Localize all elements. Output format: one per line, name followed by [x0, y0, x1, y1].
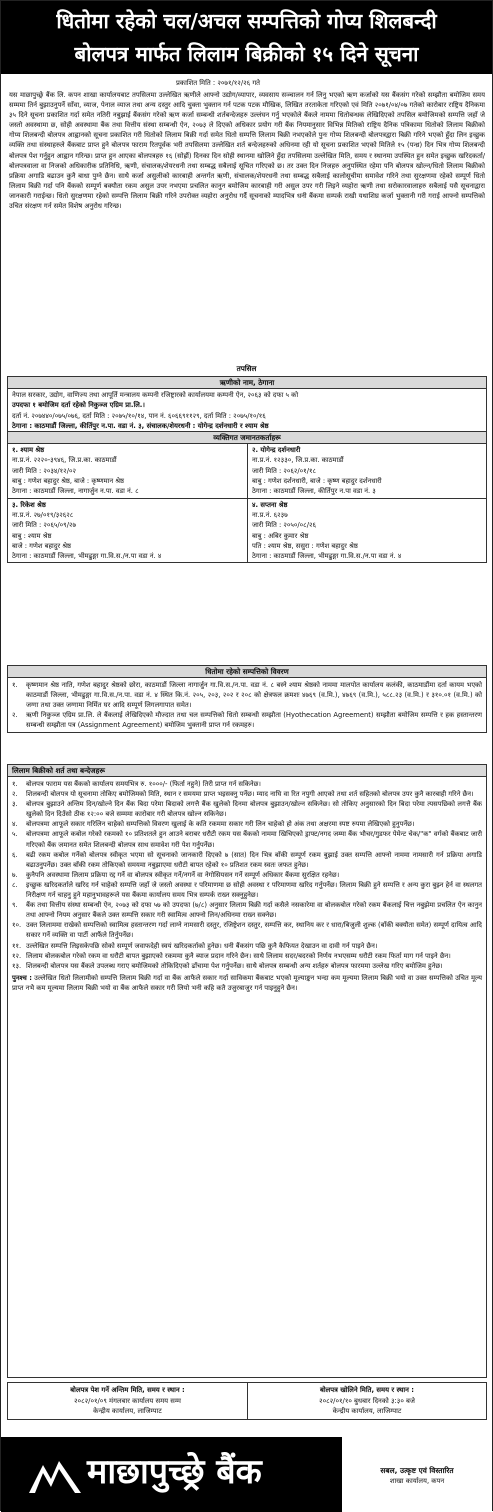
guarantor-detail: बाबु : श्याम श्रेष्ठ — [12, 531, 52, 540]
guarantor-card — [8, 499, 247, 563]
postscript-text: उल्लेखित धितो लिलामीको सम्पत्ति लिलाम बिक्री गर्दा वा बैंक आफैले सकार गर्दा साविकमा बैंकबाट भएको मूल्याङ्कन भन्दा कम मूल्यमा लिलाम बिक्री भयो वा उक्त सम्पत्तिको उचित मूल्य प्राप्त नभै कम मूल्यमा लिलाम बिक्री भयो वा बैंक आफैले सकार गरी लियो भनी कहि कतै उजुरबाजुर गर्न पाइनुहुने छैन। — [12, 973, 482, 992]
bank-name: माछापुच्छ्रे बैंक — [87, 1452, 262, 1492]
item-number: ४. — [12, 820, 18, 829]
item-text: बोलपत्र बुझाउने अन्तिम दिन/खोल्ने दिन बैंक बिदा परेमा बिदाको लगत्तै बैंक खुलेको दिनमा बोलपत्र बुझाउन/खोल्न सकिनेछ। सो तोकिए अनुसारको दिन बिदा परेमा त्यसपछिको लगत्तै बैंक खुलेको दिन दिउँसो ठीक १२:०० बजे सम्ममा कारोबार गरी बोलपत्र खोल्न सकिनेछ। — [26, 800, 482, 819]
bank-slogan: सबल, उत्कृष्ट एवं विस्तारित — [380, 1466, 454, 1475]
borrower-section — [7, 376, 487, 563]
property-section — [7, 665, 487, 733]
item-text: कुनैपनि अवस्थामा लिलाम प्रक्रिया रद्द गर्ने वा बोलपत्र स्वीकृत गर्ने/नगर्ने वा नेगोसियसन गर्ने सम्पूर्ण अधिकार बैंकमा सुरक्षित रहनेछ। — [26, 870, 340, 879]
item-number: १. — [12, 780, 18, 788]
submission-info — [8, 1383, 247, 1419]
list-item — [12, 829, 482, 849]
borrower-line: ठेगाना : काठमाडौं जिल्ला, कीर्तिपुर न.पा. वडा नं. ३, संचालक/शेयरधनी : योगेन्द्र दर्शनधारी र श्याम श्रेष्ठ — [12, 421, 269, 430]
conditions-list — [8, 777, 486, 971]
item-text: उक्त लिलाममा राखेको सम्पत्तिको स्वामित्व हस्तान्तरण गर्दा लाग्ने नामसारी दस्तुर, रजिष्ट्रेशन दस्तुर, सम्पत्ति कर, स्थानिय कर र धारा/बिजुली शुल्क (बाँकी बक्यौता समेत) सम्पूर्ण दायित्व आदि सकार गर्ने व्यक्ति वा पार्टी आफैंले तिर्नुपर्नेछ। — [26, 921, 482, 940]
guarantor-name: १. श्याम श्रेष्ठ — [12, 446, 45, 455]
item-number: २. — [12, 790, 18, 799]
item-text: बोलपत्रमा आफूले सकार गरिलिन चाहेको सम्पत्तिको विवरण खुलाई के कति रकममा सकार गरी लिन चाहेको हो अंक तथा अक्षरमा स्पष्ट रुपमा लेखिएको हुनुपर्नेछ। — [26, 820, 415, 829]
list-item — [12, 941, 482, 951]
opening-info — [247, 1383, 486, 1419]
list-item — [12, 880, 482, 900]
item-number: २. — [12, 711, 18, 720]
guarantor-name: ३. रिकेश श्रेष्ठ — [12, 500, 46, 509]
guarantor-detail: बाबु : अबिर कुमार श्रेष्ठ — [252, 531, 309, 540]
guarantor-detail: बाबु : गणेश बहादुर श्रेष्ठ, बाजे : कृष्णमान श्रेष्ठ — [12, 477, 125, 486]
item-number: ५. — [12, 830, 18, 839]
item-text: शिलबन्दी बोलपत्र यस बैंकले उपलब्ध गराए बमोजिमको तोकिदिएको ढाँचामा पेश गर्नुपर्नेछ। साथै बोलपत्र सम्बन्धी अन्य शर्तहरु बोलपत्र फारममा उल्लेख गरिए बमोजिम हुनेछ। — [26, 961, 443, 970]
guarantor-detail: ठेगाना : काठमाडौं जिल्ला, भीमढुङ्गा गा.वि.स./न.पा वडा नं. ४ — [12, 552, 162, 561]
guarantor-card — [247, 499, 486, 563]
borrower-line: उपदफा १ बमोजिम दर्ता रहेको निकुञ्ज एग्रिम प्रा.लि.। — [12, 401, 145, 410]
tapsil-label: तपसिल — [236, 364, 257, 373]
item-text: इच्छुक खरिदकर्ताले खरिद गर्न चाहेको सम्पत्ति जहाँ जे जस्तो अवस्था र परिमाणमा छ सोही अवस्था र परिमाणमा खरिद गर्नुपर्नेछ। लिलाम बिक्री हुने सम्पत्ति र अन्य कुरा बुझ्न हेर्न वा स्थलगत निरीक्षण गर्न चाहनु हुने महानुभावहरूले यस बैंकमा कार्यालय समय भित्र सम्पर्क राख्न सक्नुहुनेछ। — [26, 880, 482, 900]
item-text: बोलपत्र फाराम यस बैंकको कार्यालय समयभित्र रु. १०००/- (फिर्ता नहुने) तिरी प्राप्त गर्न सकिनेछ। — [26, 780, 261, 788]
list-item — [12, 710, 482, 730]
guarantor-card — [247, 444, 486, 497]
item-number: ८. — [12, 880, 18, 889]
list-item — [12, 951, 482, 961]
borrower-heading: ऋणीको नाम, ठेगाना — [8, 377, 486, 389]
item-text: शिलबन्दी बोलपत्र यो सूचनामा तोकिए बमोजिमको मिति, स्थान र समयमा प्राप्त भइसक्नु पर्नेछ। म्याद नाघि वा रित नपुगी आएको तथा शर्त सहितको बोलपत्र उपर कुनै कारबाही गरिने छैन। — [26, 790, 474, 799]
list-item — [12, 789, 482, 799]
guarantor-name: ४. सप्तना श्रेष्ठ — [252, 500, 288, 509]
opening-place: केन्द्रीय कार्यालय, लाजिम्पाट — [332, 1407, 402, 1415]
publish-date: प्रकाशित मिति : २०७१/१२/२६ गते — [176, 79, 261, 87]
submission-heading: बोलपत्र पेश गर्ने अन्तिम मिति, समय र स्थान : — [70, 1386, 185, 1394]
guarantor-detail: जारी मिति : २०६२/०१/१८ — [252, 466, 316, 475]
item-number: १३. — [12, 961, 22, 970]
list-item — [12, 961, 482, 971]
guarantor-detail: ना.प्र.नं. ६२३७ — [252, 510, 288, 519]
list-item — [12, 799, 482, 819]
borrower-line: नेपाल सरकार, उद्योग, वाणिज्य तथा आपूर्ति मन्त्रालय कम्पनी रजिष्ट्रारको कार्यालयमा कम्पनी ऐन, २०६३ को दफा ५ को — [12, 391, 299, 399]
header-line-1: धितोमा रहेको चल/अचल सम्पत्तिको गोप्य शिलबन्दी — [56, 9, 437, 33]
list-item — [12, 870, 482, 880]
guarantor-row — [8, 444, 486, 497]
conditions-section — [7, 764, 487, 1378]
guarantor-detail: जारी मिति : २०३४/१२/०२ — [12, 466, 76, 475]
mountain-logo-icon — [29, 1455, 81, 1495]
schedule-section — [7, 1382, 487, 1420]
item-text: बढी रकम कबोल गर्नेको बोलपत्र स्वीकृत भएमा सो सूचनाको जानकारी दिएको ७ (सात) दिन भित्र बाँकी सम्पूर्ण रकम बुझाई उक्त सम्पत्ति आफ्नो नाममा नामसारी गर्न प्रक्रिया अगाडि बढाउनुपर्नेछ। उक्त बाँकी रकम तोकिएको समयमा नबुझाएमा धरौटी बापत रहेको १० प्रतिशत रकम स्वतः जफत हुनेछ। — [26, 850, 482, 869]
guarantor-card — [8, 444, 247, 497]
item-number: ११. — [12, 941, 22, 950]
item-number: ७. — [12, 870, 18, 879]
brand-footer — [1, 1437, 492, 1512]
borrower-line: दर्ता नं. २०७४४०/०७५/०७६, दर्ता मिति : २०७५/१०/१४, पान नं. ६०६६९११२९, दर्ता मिति : २०७५/१०/१६ — [12, 411, 266, 420]
slogan-box — [342, 1437, 492, 1512]
guarantor-detail: पति : श्याम श्रेष्ठ, ससुरा : गणेश बहादुर श्रेष्ठ — [252, 541, 358, 550]
submission-place: केन्द्रीय कार्यालय, लाजिम्पाट — [93, 1407, 162, 1415]
guarantor-detail: ना.प्र.नं. १२३३०, जि.प्र.का. काठमाडौं — [252, 456, 344, 465]
list-item — [12, 920, 482, 940]
guarantor-detail: ना.प्र.नं. २२२०-३९४६, जि.प्र.का. काठमाडौं — [12, 456, 117, 465]
item-number: १२. — [12, 951, 22, 960]
item-text: उल्लेखित सम्पत्ति लिइसकेपछि सोको सम्पूर्ण जवाफदेही स्वयं खरिदकर्ताको हुनेछ। धनी बैंकसंग पछि कुनै कैफियत देखाउन वा दावी गर्न पाइने छैन। — [26, 941, 378, 950]
guarantor-detail: ना.प्र.नं. २७/०१९/३२६२८ — [12, 510, 74, 519]
list-item — [12, 779, 482, 789]
opening-heading: बोलपत्र खोलिने मिति, समय र स्थान : — [319, 1386, 415, 1394]
guarantor-detail: जारी मिति : २०६५/०९/२७ — [12, 521, 76, 530]
submission-date: २०८२/०१/०९ मंगलबार कार्यालय समय सम्म — [74, 1396, 181, 1405]
item-text: कृष्णमान श्रेष्ठ नाति, गणेश बहादुर श्रेष्ठको छोरा, काठमाडौं जिल्ला नागार्जुन गा.वि.स./न.पा. वडा नं. ८ बस्ने श्याम श्रेष्ठको नाममा मालपोत कार्यालय कलंकी, काठमाडौंमा दर्ता कायम भएको काठमाडौं जिल्ला, भीमढुङ्गा गा.वि.स./न.पा. वडा नं. ४ स्थित कि.नं. २०५, २०३, २०२ र २०८ को क्षेत्रफल क्रमशः ४७६९ (व.मि.), ४७६९ (व.मि.), ५८८.२३ (व.मि.) र ३१०.०१ (व.मि.) को जग्गा तथा उक्त जग्गामा निर्मित घर आदि सम्पूर्ण लिगलगापात समेत। — [26, 681, 482, 710]
item-text: ऋणी निकुञ्ज एग्रिम प्रा.लि. ले बैंकलाई लेखिदिएको मौज्दात तथा चल सम्पत्तिको धितो सम्बन्धी सम्झौता (Hyothecation Agreement) सम्झौता बमोजिम सम्पत्ति र हक हस्तान्तरण सम्बन्धी सम्झौता पत्र (Assignment Agreement) बमोजिम भुक्तानी प्राप्त गर्न रकमहरु। — [26, 711, 482, 730]
guarantor-row — [8, 498, 486, 563]
item-number: १. — [12, 681, 18, 689]
guarantor-detail: ठेगाना : काठमाडौं जिल्ला, कीर्तिपुर न.पा वडा नं. ३ — [252, 487, 376, 496]
list-item — [12, 819, 482, 829]
guarantor-detail: बाजे : गणेश बहादुर श्रेष्ठ — [12, 541, 72, 550]
guarantor-detail: बाबु : गणेश दर्शनधारी, बाजे : कृष्ण बहादुर दर्शनधारी — [252, 477, 382, 486]
item-number: १०. — [12, 921, 22, 930]
item-number: ३. — [12, 800, 18, 809]
item-text: बैंक तथा वित्तीय संस्था सम्बन्धी ऐन, २०७३ को दफा ५७ को उपदफा (७/८) अनुसार लिलाम बिक्री गर्दा कसैले नसकारेमा वा बोलकबोल गरेको रकम बैंकलाई चित्त नबुझेमा प्रचलित ऐन कानुन तथा आफ्नो नियम अनुसार बैंकले उक्त सम्पत्ति सकार गरी स्वामित्व आफ्नो लिन/अधिनमा राख्न सक्नेछ। — [26, 901, 482, 920]
header-line-2: बोलपत्र मार्फत लिलाम बिक्रीको १५ दिने सूचना — [74, 42, 419, 66]
guarantor-name: २. योगेन्द्र दर्शनधारी — [252, 446, 301, 455]
property-heading: धितोमा रहेको सम्पत्तिको विवरण — [8, 666, 486, 678]
list-item — [12, 850, 482, 870]
list-item — [12, 680, 482, 710]
item-text: लिलाम बोलकबोल गरेको रकम वा धरौटी बापत बुझाएको रकममा कुनै ब्याज प्रदान गरिने छैन। साथै लिलाम सदर/बदरको निर्णय नभएसम्म धरौटी रकम फिर्ता माग गर्न पाइने छैन। — [26, 951, 451, 960]
postscript-label: पुनश्च : — [12, 973, 32, 982]
postscript-note — [8, 971, 486, 995]
conditions-heading: लिलाम बिक्रीको शर्त तथा बन्देजहरू — [8, 765, 486, 777]
property-list — [8, 678, 486, 732]
item-text: बोलपत्रमा आफूले कबोल गरेको रकमको १० प्रतिशतले हुन आउने बराबर धरौटी रकम यस बैंकको नाममा खिचिएको ड्राफ्ट/नगद जम्मा बैंक भौचर/गुडफर पेमेन्ट चेक/"क" वर्गको बैंकबाट जारी गरिएको बैंक जमानत समेत शिलबन्दी बोलपत्र साथ समावेश गरी पेश गर्नुपर्नेछ। — [26, 830, 482, 849]
notice-header — [1, 1, 492, 74]
branch-office: शाखा कार्यालय, कपन — [389, 1477, 445, 1485]
guarantor-detail: ठेगाना : काठमाडौं जिल्ला, नागार्जुन न.पा. वडा नं. ८ — [12, 487, 139, 496]
guarantors-heading: व्यक्तिगत जमानतकर्ताहरू — [8, 431, 486, 444]
list-item — [12, 900, 482, 920]
intro-paragraph: यस माछापुच्छ्रे बैंक लि. कपन शाखा कार्यालयबाट तपसिलमा उल्लेखित ऋणीले आफ्नो उद्योग/व्यापार, व्यवसाय सञ्चालन गर्न लिनु भएको ऋण कर्जाको यस बैंकसंग गरेको सम्झौता बमोजिम समय सम्ममा तिर्न बुझाउनुपर्ने साँवा, व्याज, पेनाल व्याज तथा अन्य दस्तुर आदि चुक्ता भुक्तान गर्न पटक पटक मौखिक, लिखित तरताकेता गरिएको एवं मिति २०७१/०४/०७ गतेको कारोबार राष्ट्रिय दैनिकमा ३५ दिने सूचना प्रकाशित गर्दा समेत नतिरी नबुझाई बैंकसंग गरेको ऋण कर्जा सम्बन्धी शर्तबन्देजहरु उल्लंघन गर्नु भएकोले बैंकले नाममा धितोबन्धक लेखिदिएको तपसिल बमोजिमको सम्पत्ति जहाँ जे जस्तो अवस्थामा छ, सोही अवस्थामा बैंक तथा वित्तीय संस्था सम्बन्धी ऐन, २०७३ ले दिएको अधिकार प्रयोग गरी बैंक नियमानुसार विभिन्न मितिको राष्ट्रिय दैनिक पत्रिकामा धितोको लिलाम बिक्रीको गोप्य शिलबन्दी बोलपत्र आह्वानको सूचना प्रकाशित गरी धितोको लिलाम बिक्री गर्दा समेत धितो सम्पत्ति लिलाम बिक्री नभएकोले पुनः गोप्य शिलबन्दी बोलपत्रद्वारा बिक्री गरिने भएको हुँदा लिन इच्छुक व्यक्ति तथा संस्थाहरुले बैंकबाट प्राप्त हुने बोलपत्र फाराम रितपूर्वक भरी तपसिलमा उल्लेखित शर्त बन्देजहरुको अधिनमा रही यो सूचना प्रकाशित भएको मितिले १५ (पन्ध्र) दिन भित्र गोप्य शिलबन्दी बोलपत्र पेश गर्नुहुन आह्वान गरिन्छ। प्राप्त हुन आएका बोलपत्रहरु १६ (सोह्रौं) दिनका दिन सोही स्थानमा खोलिने हुँदा तपसिलमा उल्लेखित मिति, समय र स्थानमा उपस्थित हुन समेत इच्छुक खरिदकर्ता/बोलपत्रवाला वा निजको अधिकारीक प्रतिनिधि, ऋणी, संचालक/शेयरधनी तथा सम्बद्ध सबैलाई सूचित गरिएको छ। तर उक्त दिन निजहरु अनुपस्थित रहेमा पनि बोलपत्र खोल्न/धितो लिलाम बिक्रीको प्रक्रिया अगाडि बढाउन कुनै बाधा पुग्ने छैन। साथै कर्जा असुलीको कारबाही अन्तर्गत ऋणी, संचालक/शेयरधनी तथा सम्बद्ध सबैलाई कालोसूचीमा समावेश गरिने तथा सुरक्षणमा रहेको सम्पूर्ण धितो लिलाम बिक्री गर्दा पनि बैंकको सम्पूर्ण बक्यौता रकम असुल उपर नभएमा प्रचलित कानुन बमोजिम कारबाही गरी असुल उपर गरी लिइने व्यहोरा ऋणी तथा सरोकारवालाहरु सबैलाई यसै सूचनाद्वारा जानकारी गराईन्छ। धितो सुरक्षणमा रहेको सम्पत्ति लिलाम बिक्री गरिने उपरोक्त व्यहोरा अनुरोध गर्दै सूचनाको म्यादभित्र धनी बैंकमा सम्पर्क राखी यथाशिघ्र कर्जा भुक्तानी गरी गराई आफ्नो सम्पत्तिको उचित संरक्षण गर्न समेत विशेष अनुरोध गरिन्छ। — [9, 91, 485, 211]
item-number: ६. — [12, 850, 18, 859]
guarantor-detail: जारी मिति : २०५०/०८/२६ — [252, 521, 316, 530]
item-number: ९. — [12, 901, 18, 910]
guarantor-detail: ठेगाना : काठमाडौं जिल्ला, भीमढुङ्गा गा.वि.स./न.पा वडा नं. ४ — [252, 552, 402, 561]
opening-date: २०८२/०१/१० बुधबार दिनको ३:३० बजे — [319, 1396, 415, 1405]
